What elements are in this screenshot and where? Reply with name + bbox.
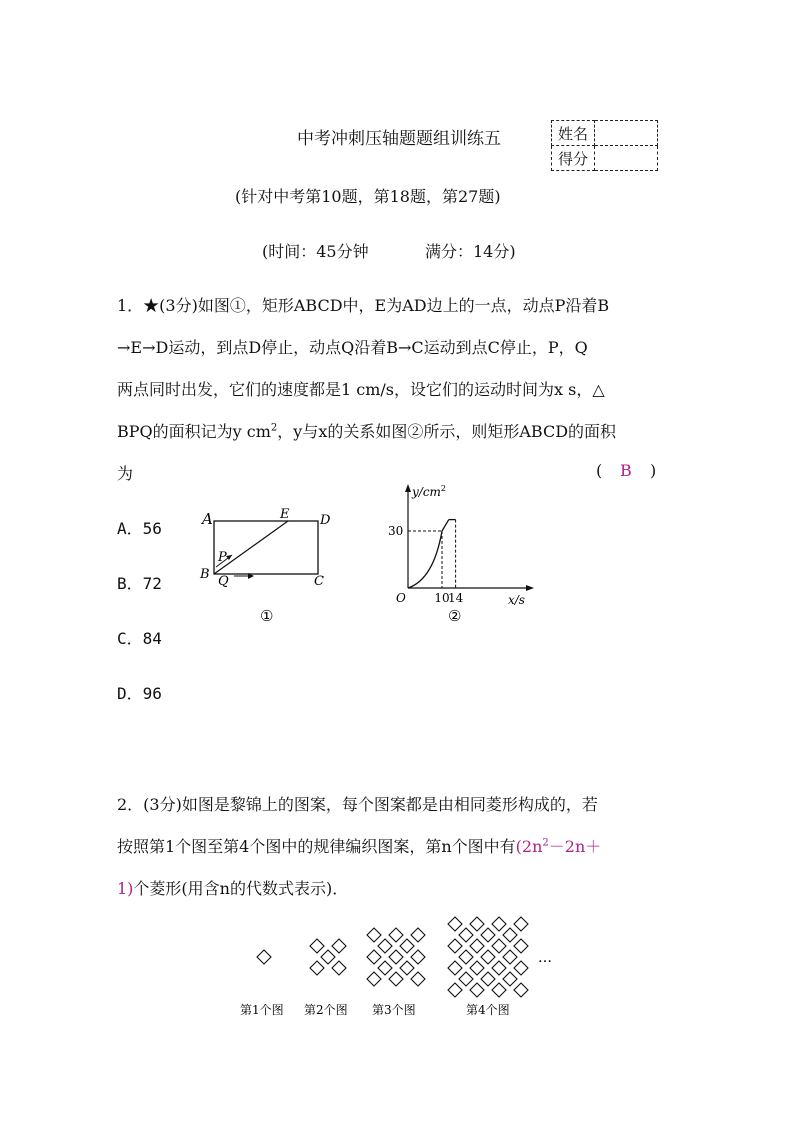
rhombus-fig4-21: [481, 950, 495, 964]
rhombus-fig4-8: [514, 939, 528, 953]
rhombus-fig3-1: [367, 928, 381, 942]
rhombus-fig4-9: [448, 961, 462, 975]
data-curve: [408, 520, 449, 588]
rhombus-fig3-2: [389, 928, 403, 942]
rhombus-fig2-2: [332, 939, 346, 953]
rhombus-fig4-1: [448, 917, 462, 931]
q1-line-4-sup: 2: [270, 422, 278, 434]
y-axis-label-text: y/cm: [412, 485, 441, 499]
figure-2-caption: ②: [448, 607, 462, 625]
q1-line-2: →E→D运动，到点D停止，动点Q沿着B→C运动到点C停止，P，Q: [117, 338, 588, 357]
label-d: D: [320, 513, 331, 528]
rhombus-fig4-16: [514, 983, 528, 997]
label-b: B: [200, 567, 210, 582]
label-q: Q: [218, 574, 229, 589]
x-axis-arrow: [526, 585, 534, 591]
rhombus-fig3-10: [378, 939, 392, 953]
rhombus-fig4-23: [459, 972, 473, 986]
name-label: 姓名: [552, 121, 595, 146]
figure-1-rectangle: [196, 505, 346, 635]
label-c: C: [314, 574, 324, 589]
rhombus-fig3-4: [367, 950, 381, 964]
rhombus-fig3-6: [411, 950, 425, 964]
y-axis-label: [411, 484, 446, 499]
q2-line-2: [117, 834, 601, 857]
rhombus-fig4-2: [470, 917, 484, 931]
q2-answer-sup: 2: [542, 837, 549, 849]
rhombus-fig3-8: [389, 972, 403, 986]
rhombus-fig3-5: [389, 950, 403, 964]
time-label: (时间：45分钟: [262, 242, 369, 261]
q1-answer: B: [620, 461, 632, 480]
x-tick-14: 14: [447, 591, 464, 605]
q1-line-1: 1．★(3分)如图①，矩形ABCD中，E为AD边上的一点，动点P沿着B: [117, 296, 610, 315]
q2-answer-part2: －2n＋: [548, 837, 602, 856]
label-a: A: [202, 510, 213, 528]
label-e: E: [280, 507, 290, 522]
rhombus-fig2-3: [310, 961, 324, 975]
q1-answer-bracket-open: (: [596, 461, 603, 480]
label-p: P: [218, 550, 227, 565]
rhombus-fig4-10: [470, 961, 484, 975]
q1-option-d: D．96: [117, 684, 162, 703]
rhombus-fig4-13: [448, 983, 462, 997]
y-axis-label-sup: 2: [440, 484, 447, 493]
page-title: 中考冲刺压轴题题组训练五: [297, 129, 501, 149]
q1-line-4b: ，y与x的关系如图②所示，则矩形ABCD的面积: [277, 422, 617, 441]
pattern-caption-3: 第3个图: [372, 1003, 416, 1017]
rhombus-pattern-figures: [230, 910, 570, 1030]
origin-label: O: [396, 591, 406, 605]
q1-line-5: 为: [117, 464, 134, 483]
rhombus-fig3-11: [400, 939, 414, 953]
q2-line-1: 2．(3分)如图是黎锦上的图案，每个图案都是由相同菱形构成的，若: [117, 795, 598, 814]
pattern-caption-4: 第4个图: [466, 1003, 510, 1017]
rhombus-fig4-15: [492, 983, 506, 997]
rhombus-fig4-5: [448, 939, 462, 953]
q2-answer-part3: 1): [117, 879, 134, 898]
rhombus-fig4-18: [481, 928, 495, 942]
segment-be: [214, 521, 288, 574]
q1-option-c: C．84: [117, 629, 162, 648]
y-axis-arrow: [405, 484, 411, 492]
rhombus-fig2-1: [310, 939, 324, 953]
rhombus-fig2-5: [321, 950, 335, 964]
rhombus-fig3-7: [367, 972, 381, 986]
pattern-caption-1: 第1个图: [240, 1003, 284, 1017]
subtitle: (针对中考第10题，第18题，第27题): [235, 187, 501, 206]
q1-option-a: A．56: [117, 519, 162, 538]
x-tick-10: 10: [434, 591, 450, 605]
name-field[interactable]: [595, 121, 658, 146]
q1-line-4a: BPQ的面积记为y cm: [117, 422, 271, 441]
rhombus-fig4-4: [514, 917, 528, 931]
q1-line-4: [117, 419, 616, 442]
rhombus-fig4-14: [470, 983, 484, 997]
rhombus-fig3-3: [411, 928, 425, 942]
score-field[interactable]: [595, 146, 658, 171]
rhombus-fig3-9: [411, 972, 425, 986]
full-marks-label: 满分：14分): [425, 242, 516, 261]
rhombus-fig4-3: [492, 917, 506, 931]
q2-line-3b: 个菱形(用含n的代数式表示)．: [133, 879, 349, 898]
rhombus-fig4-19: [503, 928, 517, 942]
x-axis-label: x/s: [508, 593, 525, 607]
q1-line-3: 两点同时出发，它们的速度都是1 cm/s，设它们的运动时间为x s，△: [117, 380, 605, 399]
rhombus-fig3-13: [400, 961, 414, 975]
rhombus-fig4-25: [503, 972, 517, 986]
figure-1-caption: ①: [260, 607, 274, 625]
pattern-ellipsis: …: [538, 950, 552, 966]
q2-line-3: [117, 876, 348, 899]
rhombus-fig4-11: [492, 961, 506, 975]
rhombus-fig3-12: [378, 961, 392, 975]
rhombus-fig4-7: [492, 939, 506, 953]
rhombus-fig4-17: [459, 928, 473, 942]
q2-line-2a: 按照第1个图至第4个图中的规律编织图案，第n个图中有: [117, 837, 516, 856]
rhombus-fig4-22: [503, 950, 517, 964]
rectangle-abcd: [214, 521, 318, 574]
q1-option-b: B．72: [117, 574, 162, 593]
figure-2-graph: [380, 478, 540, 638]
q1-answer-bracket-close: ): [650, 461, 657, 480]
rhombus-fig4-6: [470, 939, 484, 953]
rhombus-fig4-24: [481, 972, 495, 986]
score-label: 得分: [552, 146, 595, 171]
y-tick-30: 30: [388, 524, 404, 538]
rhombus-fig4-12: [514, 961, 528, 975]
rhombus-fig1-1: [257, 950, 271, 964]
q2-answer-part1: (2n: [515, 837, 543, 856]
pattern-caption-2: 第2个图: [304, 1003, 348, 1017]
rhombus-fig2-4: [332, 961, 346, 975]
rhombus-fig4-20: [459, 950, 473, 964]
name-score-box: [551, 120, 658, 171]
